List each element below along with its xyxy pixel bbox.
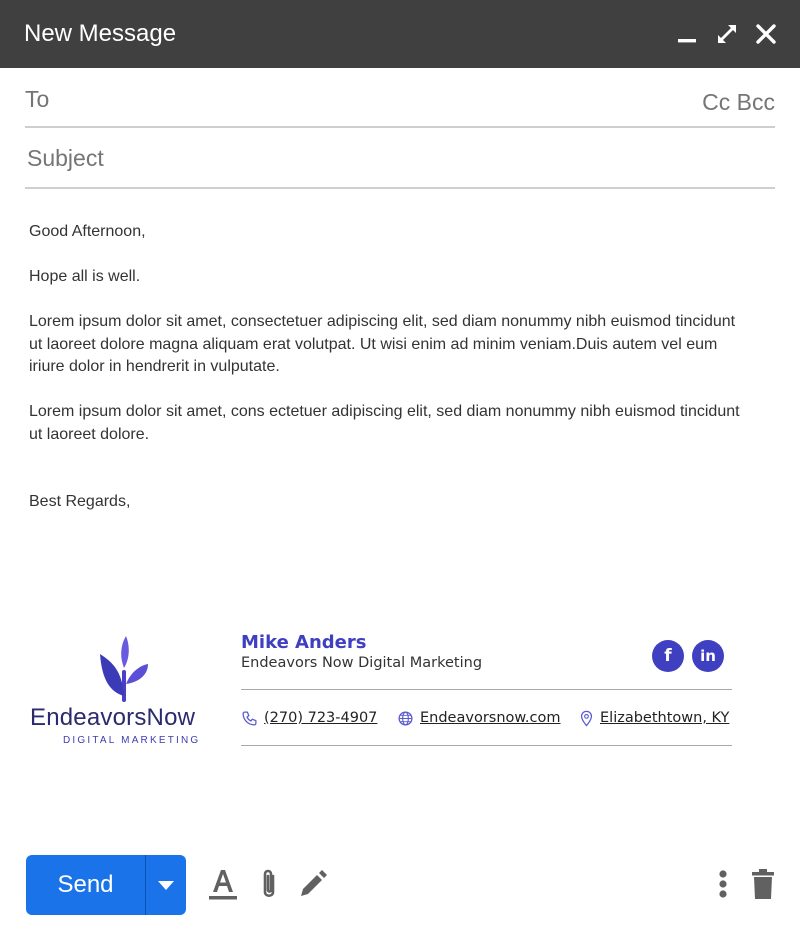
logo-subtitle: DIGITAL MARKETING xyxy=(63,735,201,746)
closing-text: Best Regards, xyxy=(29,493,131,510)
location-link[interactable]: Elizabethtown, KY xyxy=(600,710,730,726)
website-link[interactable]: Endeavorsnow.com xyxy=(420,710,561,726)
signature-pen-icon[interactable] xyxy=(297,866,329,902)
to-input[interactable] xyxy=(85,88,649,113)
globe-icon xyxy=(397,710,414,727)
phone-icon xyxy=(241,710,258,727)
compose-titlebar xyxy=(0,0,800,68)
location-pin-icon xyxy=(578,710,595,727)
subject-input[interactable] xyxy=(25,144,769,173)
signature-divider xyxy=(241,745,732,746)
logo-wordmark: EndeavorsNow xyxy=(30,704,196,731)
chevron-down-icon xyxy=(158,881,174,891)
send-button[interactable]: Send xyxy=(57,871,114,898)
signature-company: Endeavors Now Digital Marketing xyxy=(241,655,483,671)
send-options-button[interactable] xyxy=(146,855,186,915)
signature-divider xyxy=(241,689,732,690)
linkedin-icon[interactable]: in xyxy=(692,640,724,672)
signature-name: Mike Anders xyxy=(241,632,367,653)
body-paragraph: Lorem ipsum dolor sit amet, consectetuer adipiscing elit, sed diam nonummy nibh euismod tincidunt ut laoreet dolore magna aliquam erat volutpat. Ut wisi enim ad minim veniam.Duis autem vel eum iriure dolor in hendrerit in vulputate. xyxy=(29,313,736,375)
to-field[interactable] xyxy=(25,80,775,128)
facebook-icon[interactable]: f xyxy=(652,640,684,672)
subject-field[interactable] xyxy=(25,128,775,189)
body-line: Hope all is well. xyxy=(29,268,141,285)
message-body[interactable] xyxy=(29,221,749,514)
window-title: New Message xyxy=(24,20,177,47)
close-icon[interactable] xyxy=(754,22,778,46)
minimize-icon[interactable] xyxy=(675,22,699,46)
attach-icon[interactable] xyxy=(253,866,285,902)
greeting-text: Good Afternoon, xyxy=(29,223,146,240)
send-button-group xyxy=(26,855,186,915)
body-paragraph: Lorem ipsum dolor sit amet, cons ectetuer adipiscing elit, sed diam nonummy nibh euismod tincidunt ut laoreet dolore. xyxy=(29,403,740,443)
cc-bcc-button[interactable]: Cc Bcc xyxy=(702,89,775,115)
sprout-logo-icon xyxy=(100,634,152,702)
phone-link[interactable]: (270) 723-4907 xyxy=(264,710,378,726)
expand-icon[interactable] xyxy=(715,22,739,46)
trash-icon[interactable] xyxy=(747,866,779,902)
text-format-icon[interactable] xyxy=(207,866,239,902)
more-options-icon[interactable] xyxy=(707,866,739,902)
company-logo xyxy=(30,634,225,749)
to-label: To xyxy=(25,86,50,112)
